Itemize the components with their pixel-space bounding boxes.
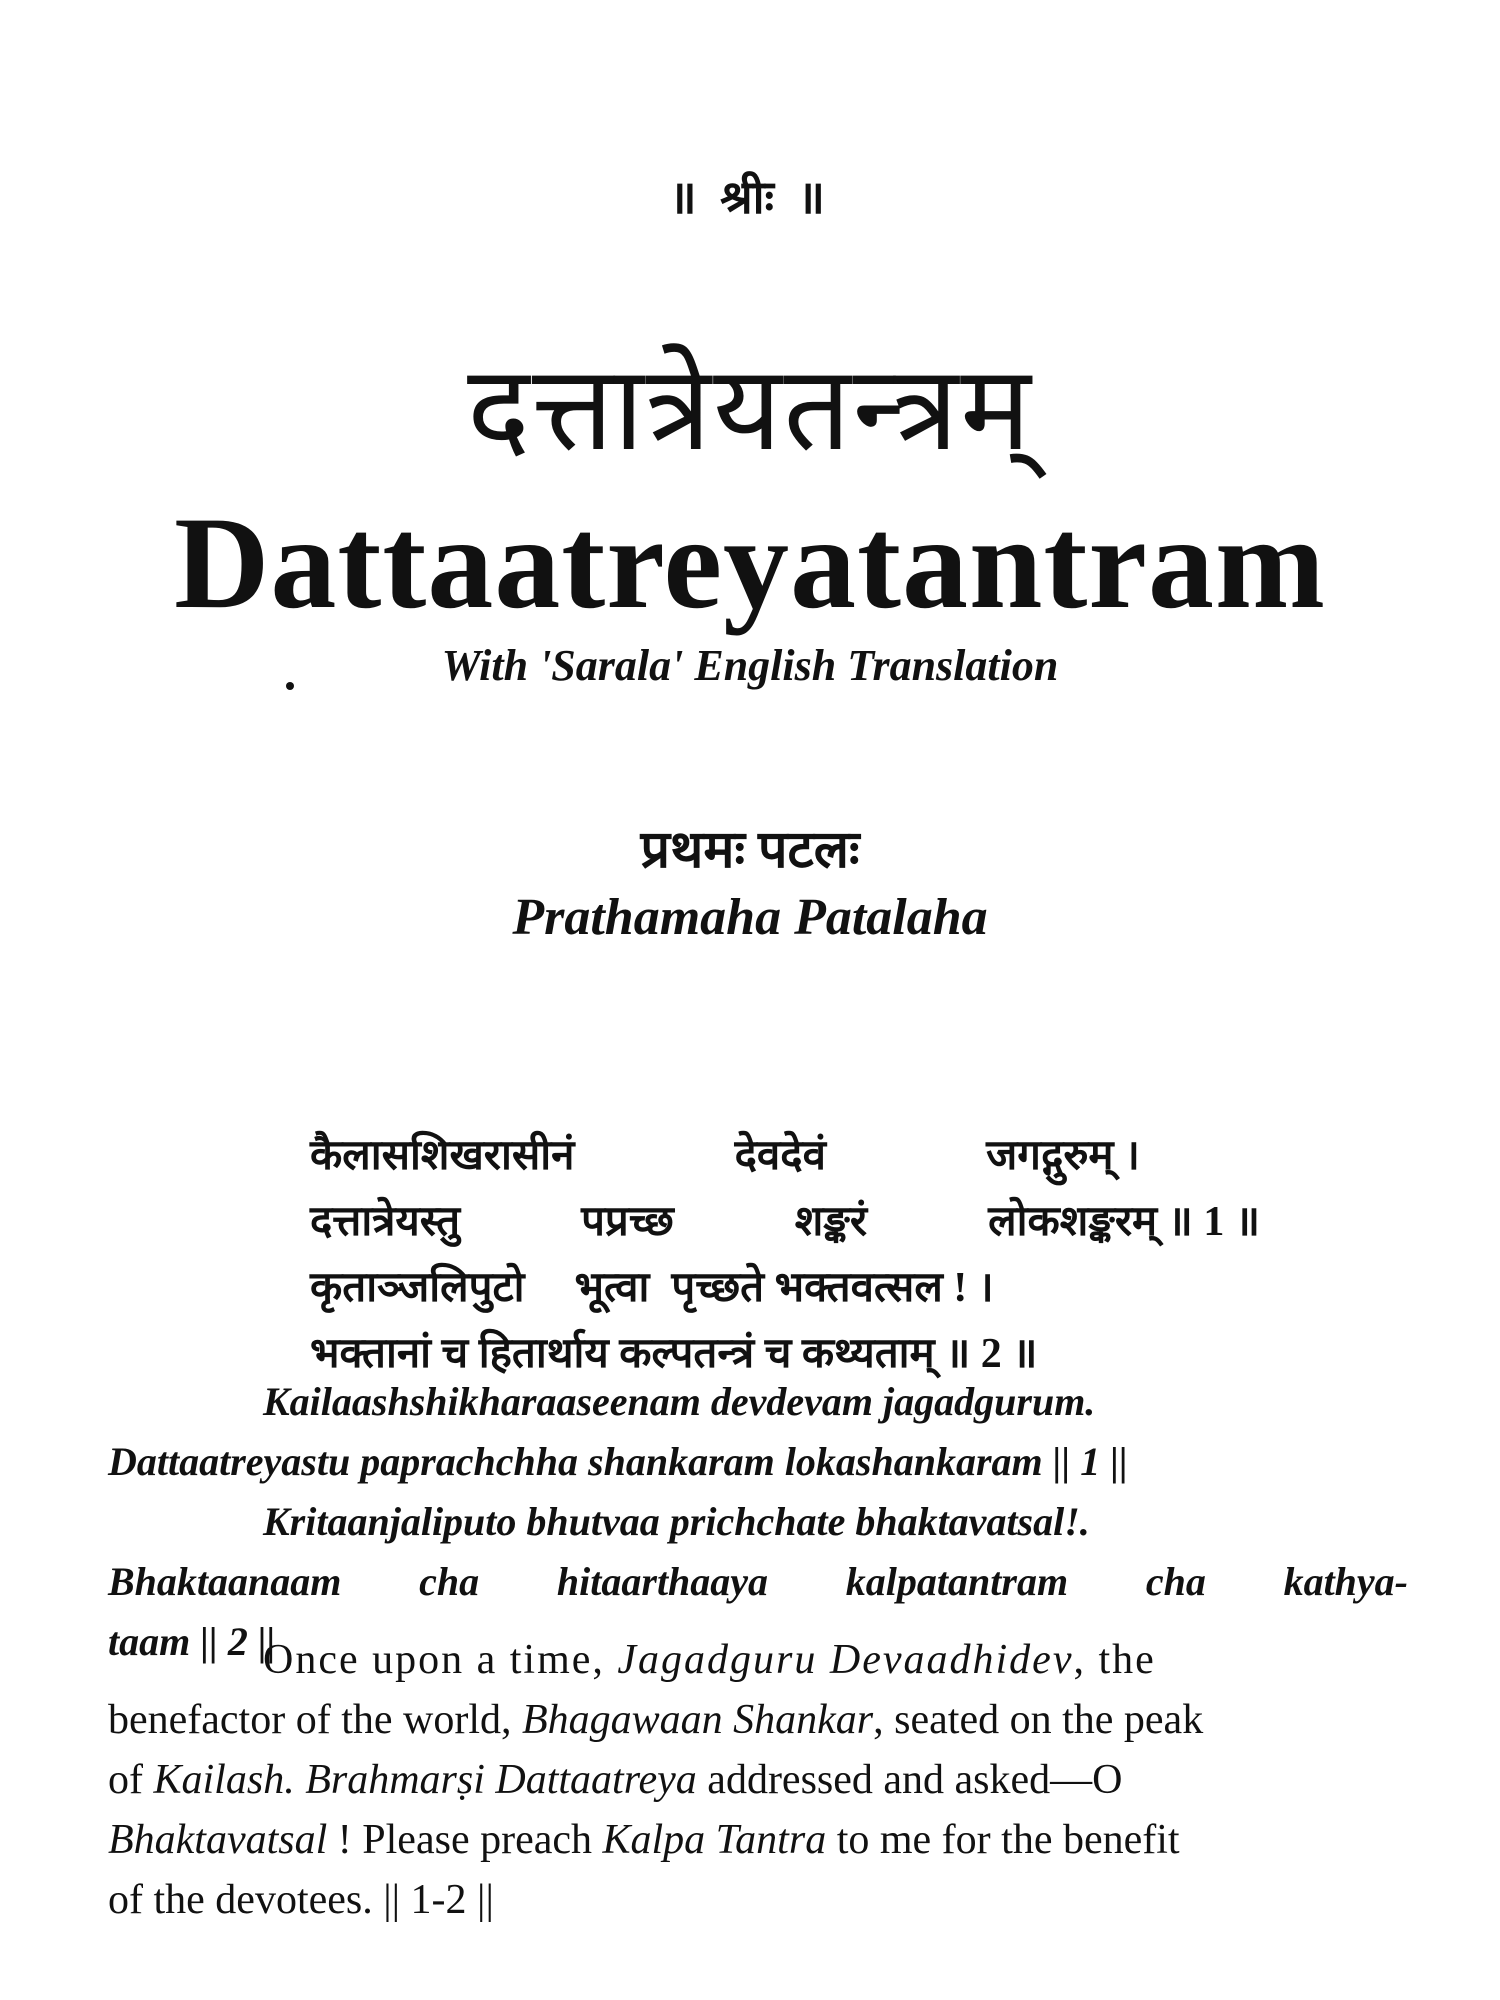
prose-italic: Kalpa Tantra [602,1817,827,1863]
translation-paragraph [108,1630,1408,1930]
title-devanagari: दत्तात्रेयतन्त्रम् [467,344,1033,475]
verse-word: भक्तानां च हितार्थाय कल्पतन्त्रं च कथ्यताम् ॥ 2 ॥ [310,1330,1038,1377]
prose-line [108,1690,1408,1750]
subtitle: With 'Sarala' English Translation [441,641,1059,690]
transliteration-line: Kailaashshikharaaseenam devdevam jagadgurum. [263,1379,1096,1424]
verse-line [310,1252,1260,1318]
verse-word: जगद्गुरुम् । [986,1132,1140,1179]
transliteration-line: Bhaktaanaam cha hitaarthaaya kalpatantram cha kathya- [108,1559,1408,1604]
verse-word: भूत्वा [574,1264,650,1311]
prose-line [108,1750,1408,1810]
prose-text: ! Please preach [327,1817,603,1863]
prose-text: of [108,1757,154,1803]
verse-word: कैलासशिखरासीनं [310,1132,575,1179]
prose-text: to me for the benefit [826,1817,1180,1863]
prose-line: of the devotees. || 1-2 || [108,1877,494,1923]
verse-word: पृच्छते भक्तवत्सल ! । [671,1264,994,1311]
prose-italic: Bhagawaan Shankar [522,1697,874,1743]
transliteration-block [108,1372,1408,1672]
prose-text: , the [1073,1637,1156,1683]
verse-word: पप्रच्छ [581,1198,674,1245]
transliteration-line: Kritaanjaliputo bhutvaa prichchate bhaktavatsal!. [263,1499,1090,1544]
title-english: Dattaatreyatantram [174,489,1326,636]
shri-invocation: ॥ श्रीः ॥ [669,172,831,223]
prose-italic: Bhaktavatsal [108,1817,328,1863]
verse-word: लोकशङ्करम् ॥ 1 ॥ [988,1198,1260,1245]
prose-italic: Kailash. Brahmarṣi Dattaatreya [153,1757,697,1803]
verse-line [310,1186,1260,1252]
verse-word: शङ्करं [794,1198,868,1245]
chapter-title-english: Prathamaha Patalaha [512,889,988,946]
verse-word: दत्तात्रेयस्तु [310,1198,461,1245]
prose-text: benefactor of the world, [108,1697,522,1743]
transliteration-line: taam || 2 || [108,1619,276,1664]
prose-text: , seated on the peak [873,1697,1204,1743]
prose-italic: Jagadguru Devaadhidev [617,1637,1074,1683]
verse-line [310,1120,1260,1186]
verse-word: देवदेवं [734,1132,826,1179]
prose-text: Once upon a time, [263,1637,618,1683]
chapter-title-devanagari: प्रथमः पटलः [640,822,860,879]
transliteration-line: Dattaatreyastu paprachchha shankaram lokashankaram || 1 || [108,1439,1128,1484]
prose-line [108,1810,1408,1870]
verse-word: कृताञ्जलिपुटो [310,1264,525,1311]
sanskrit-verses [310,1120,1260,1384]
prose-line [108,1630,1408,1690]
prose-text: addressed and asked—O [696,1757,1123,1803]
